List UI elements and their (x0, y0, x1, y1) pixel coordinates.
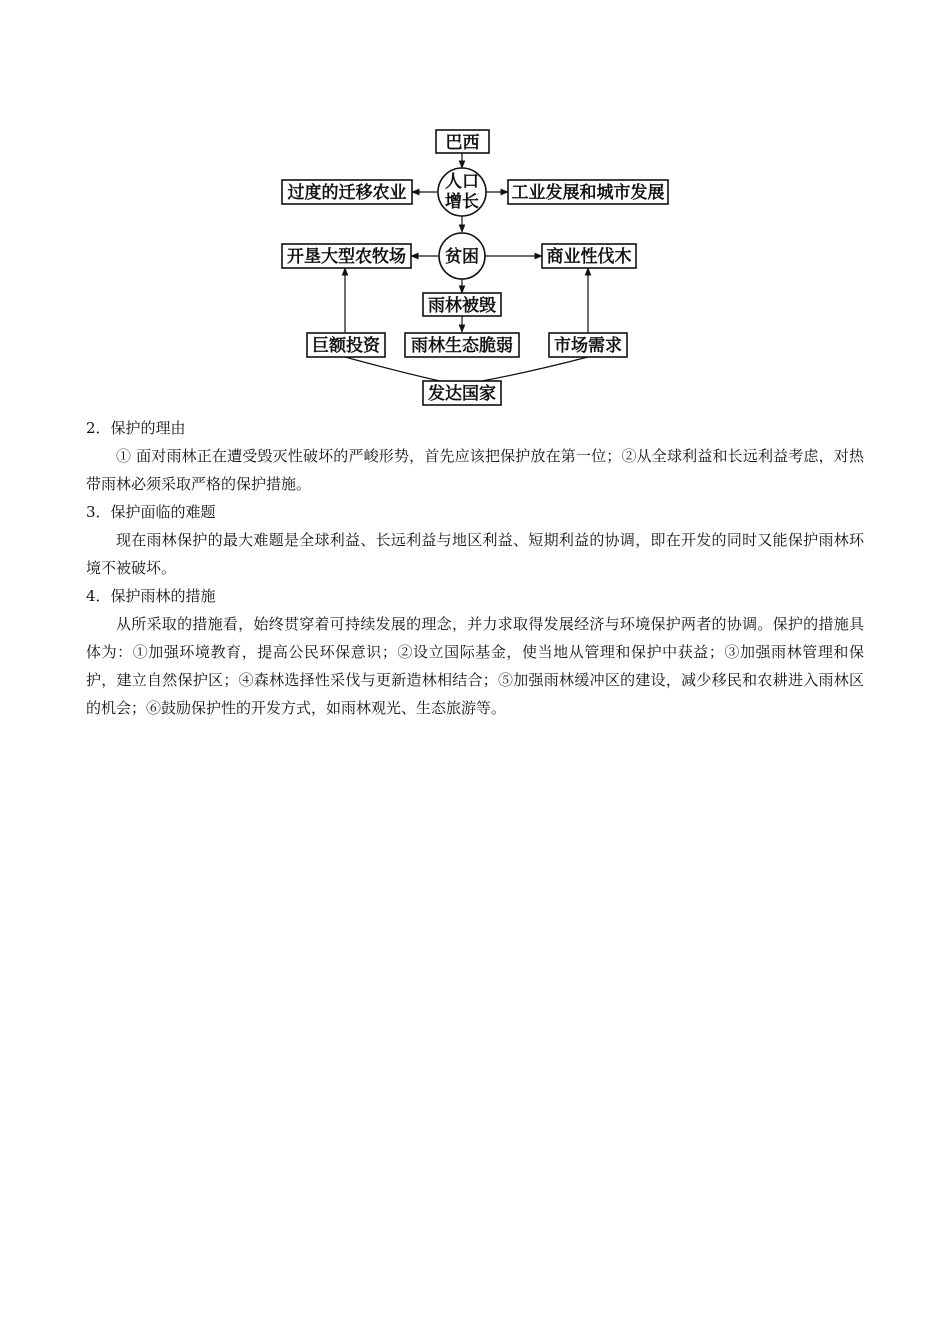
node-farms (282, 244, 411, 268)
node-market-demand (549, 333, 627, 357)
node-market-demand-label: 市场需求 (554, 336, 622, 356)
node-population-growth (438, 168, 486, 216)
node-investment (307, 333, 385, 357)
section-paragraph-difficulties: 现在雨林保护的最大难题是全球利益、长远利益与地区利益、短期利益的协调，即在开发的同时又能保护雨林环境不被破坏。 (86, 531, 864, 577)
node-population-label-2: 增长 (445, 192, 479, 212)
node-logging (542, 244, 636, 268)
node-fragile-ecology (405, 333, 519, 357)
node-migration-agriculture-label: 过度的迁移农业 (287, 183, 407, 203)
node-fragile-ecology-label: 雨林生态脆弱 (411, 336, 513, 356)
section-paragraph-reasons: ① 面对雨林正在遭受毁灭性破坏的严峻形势，首先应该把保护放在第一位；②从全球利益和长远利益考虑，对热带雨林必须采取严格的保护措施。 (86, 447, 864, 493)
node-brazil (436, 130, 489, 153)
section-paragraph-measures: 从所采取的措施看，始终贯穿着可持续发展的理念，并力求取得发展经济与环境保护两者的协调。保护的措施具体为：①加强环境教育，提高公民环保意识；②设立国际基金，使当地从管理和保护中获益；③加强雨林管理和保护，建立自然保护区；④森林选择性采伐与更新造林相结合；⑤加强雨林缓冲区的建设，减少移民和农耕进入雨林区的机会；⑥鼓励保护性的开发方式，如雨林观光、生态旅游等。 (86, 615, 864, 717)
section-heading-reasons: 2．保护的理由 (86, 419, 186, 437)
node-migration-agriculture (282, 180, 412, 204)
node-developed-countries (423, 381, 501, 405)
node-farms-label: 开垦大型农牧场 (287, 247, 406, 267)
section-heading-measures: 4．保护雨林的措施 (86, 587, 216, 605)
node-forest-destroyed (423, 293, 501, 316)
node-investment-label: 巨额投资 (312, 336, 380, 356)
node-forest-destroyed-label: 雨林被毁 (428, 296, 496, 316)
node-population-label-1: 人口 (445, 172, 479, 192)
section-heading-difficulties: 3．保护面临的难题 (86, 503, 216, 521)
document-body (86, 414, 864, 722)
node-logging-label: 商业性伐木 (546, 247, 632, 267)
flow-diagram (0, 0, 950, 420)
node-poverty-label: 贫困 (445, 247, 479, 267)
node-industry-city-label: 工业发展和城市发展 (511, 183, 665, 203)
node-poverty (439, 233, 485, 279)
node-industry-city (508, 180, 668, 204)
node-developed-countries-label: 发达国家 (428, 384, 496, 404)
node-brazil-label: 巴西 (445, 133, 480, 153)
